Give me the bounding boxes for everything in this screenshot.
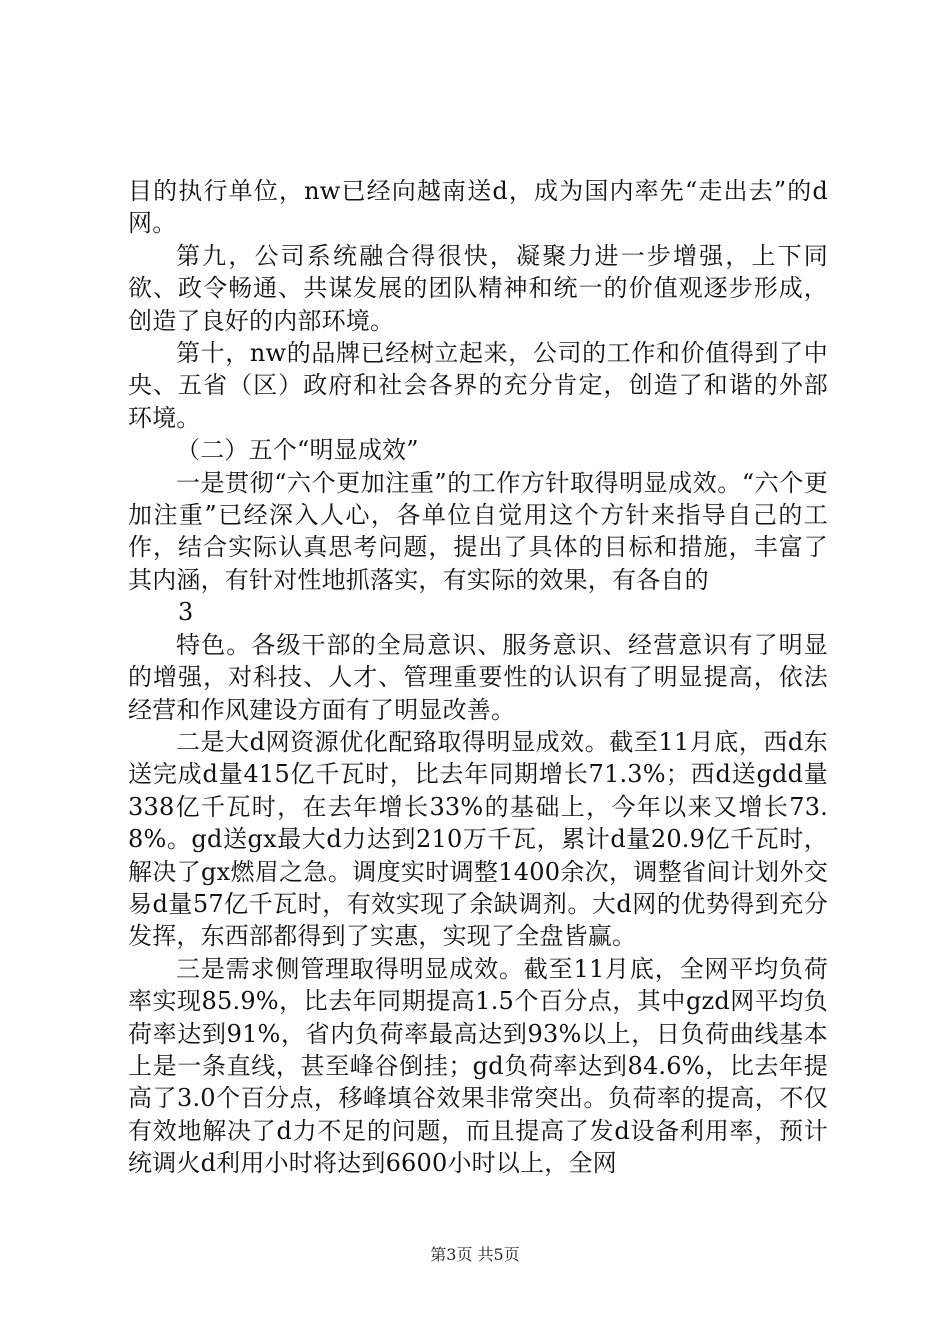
paragraph-ninth: 第九，公司系统融合得很快，凝聚力进一步增强，上下同欲、政令畅通、共谋发展的团队精神和统一的价值观逐步形成，创造了良好的内部环境。 bbox=[128, 241, 828, 335]
paragraph-tenth: 第十，nw的品牌已经树立起来，公司的工作和价值得到了中央、五省（区）政府和社会各界的充分肯定，创造了和谐的外部环境。 bbox=[128, 339, 828, 432]
paragraph-point-two: 二是大d网资源优化配臵取得明显成效。截至11月底，西d东送完成d量415亿千瓦时，比去年同期增长71.3%；西d送gdd量338亿千瓦时，在去年增长33%的基础上，今年以来又增长73.8%。gd送gx最大d力达到210万千瓦，累计d量20.9亿千瓦时，解决了gx燃眉之急。调度实时调整1400余次，调整省间计划外交易d量57亿千瓦时，有效实现了余缺调剂。大d网的优势得到充分发挥，东西部都得到了实惠，实现了全盘皆赢。 bbox=[128, 727, 828, 951]
page-footer: 第3页 共5页 bbox=[430, 1245, 520, 1264]
section-heading: （二）五个“明显成效” bbox=[176, 436, 419, 465]
paragraph-point-three: 三是需求侧管理取得明显成效。截至11月底，全网平均负荷率实现85.9%，比去年同期提高1.5个百分点，其中gzd网平均负荷率达到91%，省内负荷率最高达到93%以上，日负荷曲线基本上是一条直线，甚至峰谷倒挂；gd负荷率达到84.6%，比去年提高了3.0个百分点，移峰填谷效果非常突出。负荷率的提高，不仅有效地解决了d力不足的问题，而且提高了发d设备利用率，预计统调火d利用小时将达到6600小时以上，全网 bbox=[128, 954, 828, 1178]
paragraph-point-one-continued: 特色。各级干部的全局意识、服务意识、经营意识有了明显的增强，对科技、人才、管理重要性的认识有了明显提高，依法经营和作风建设方面有了明显改善。 bbox=[128, 630, 828, 724]
inline-page-number: 3 bbox=[178, 598, 194, 627]
paragraph-continuation: 目的执行单位，nw已经向越南送d，成为国内率先“走出去”的d网。 bbox=[128, 177, 828, 238]
document-body bbox=[128, 175, 828, 1180]
paragraph-point-one: 一是贯彻“六个更加注重”的工作方针取得明显成效。“六个更加注重”已经深入人心，各单位自觉用这个方针来指导自己的工作，结合实际认真思考问题，提出了具体的目标和措施，丰富了其内涵，有针对性地抓落实，有实际的效果，有各自的 bbox=[128, 468, 828, 594]
